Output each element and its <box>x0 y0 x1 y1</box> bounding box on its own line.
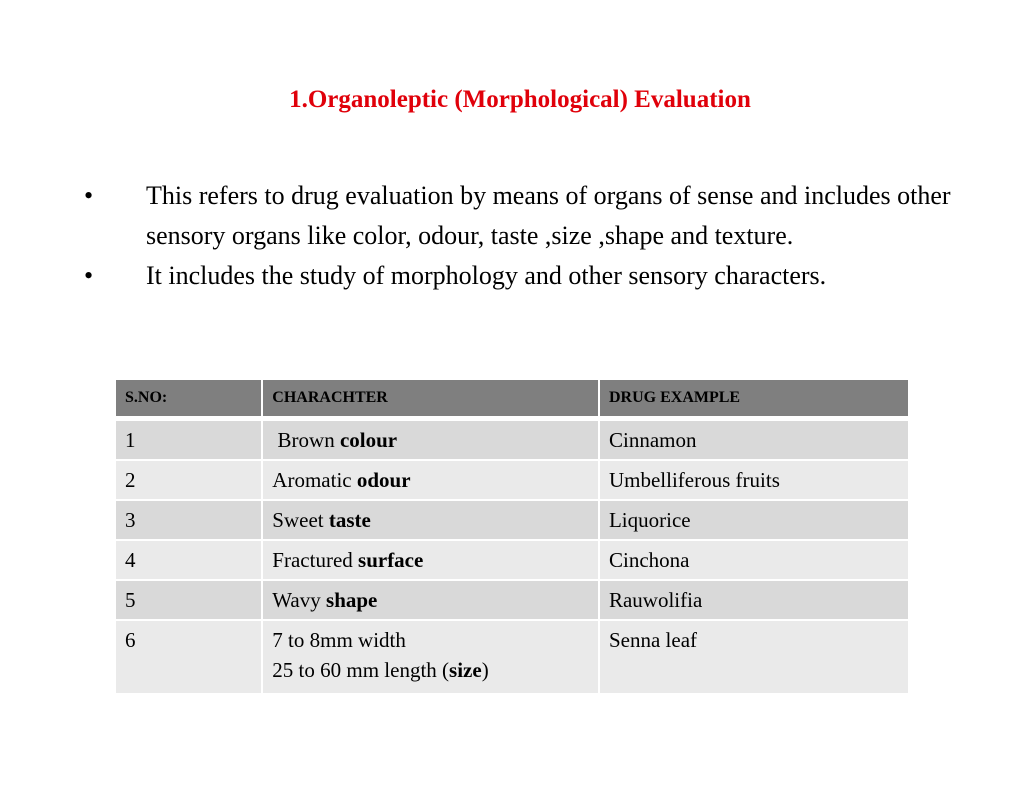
header-character: CHARACHTER <box>263 380 600 421</box>
cell-sno: 1 <box>116 421 263 461</box>
cell-character: Sweet taste <box>263 501 600 541</box>
cell-drug-example: Liquorice <box>600 501 908 541</box>
bullet-icon: • <box>84 181 94 210</box>
cell-character: Aromatic odour <box>263 461 600 501</box>
cell-sno: 4 <box>116 541 263 581</box>
table-row <box>116 581 908 621</box>
table-row <box>116 421 908 461</box>
cell-character-line1: 7 to 8mm width <box>272 628 406 652</box>
cell-character: Wavy shape <box>263 581 600 621</box>
header-drug-example: DRUG EXAMPLE <box>600 380 908 421</box>
cell-drug-example: Cinchona <box>600 541 908 581</box>
header-sno: S.NO: <box>116 380 263 421</box>
table-row <box>116 461 908 501</box>
cell-character: Brown colour <box>263 421 600 461</box>
cell-character-line2: 25 to 60 mm length (size) <box>272 658 489 682</box>
table-row <box>116 501 908 541</box>
table-row <box>116 621 908 695</box>
cell-drug-example: Rauwolifia <box>600 581 908 621</box>
cell-character: Fractured surface <box>263 541 600 581</box>
cell-character <box>263 621 600 695</box>
bullet-text: It includes the study of morphology and other sensory characters. <box>146 261 827 290</box>
evaluation-table <box>116 380 908 695</box>
table-row <box>116 541 908 581</box>
cell-sno: 6 <box>116 621 263 695</box>
cell-sno: 5 <box>116 581 263 621</box>
bullet-list <box>84 176 964 296</box>
cell-drug-example: Umbelliferous fruits <box>600 461 908 501</box>
cell-sno: 2 <box>116 461 263 501</box>
slide-title: 1.Organoleptic (Morphological) Evaluation <box>289 86 751 113</box>
bullet-item <box>84 256 964 296</box>
bullet-text: This refers to drug evaluation by means of organs of sense and includes other sensory organs like color, odour, taste ,size ,shape and texture. <box>146 181 951 250</box>
cell-sno: 3 <box>116 501 263 541</box>
cell-drug-example: Senna leaf <box>600 621 908 695</box>
bullet-icon: • <box>84 261 94 290</box>
cell-drug-example: Cinnamon <box>600 421 908 461</box>
bullet-item <box>84 176 964 256</box>
table-header-row <box>116 380 908 421</box>
